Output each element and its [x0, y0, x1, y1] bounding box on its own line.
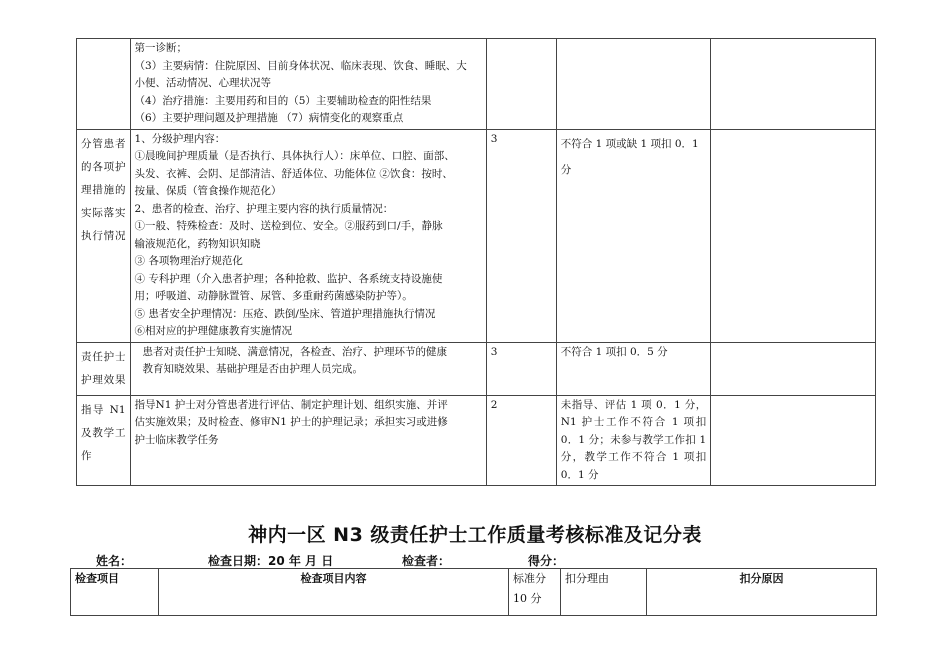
category-cell: 责任护士护理效果 [77, 342, 131, 395]
content-line: ④ 专科护理（介入患者护理；各种抢救、监护、各系统支持设施使 [134, 272, 443, 285]
reason-cell [711, 395, 876, 486]
assessment-table-continued [76, 38, 876, 486]
content-line: 估实施效果；及时检查、修审N1 护士的护理记录；承担实习或进修 [134, 416, 448, 428]
content-line: ③ 各项物理治疗规范化 [134, 255, 243, 267]
content-line: 输液规范化，药物知识知晓 [134, 237, 261, 250]
content-cell [130, 39, 486, 130]
score-cell: 2 [486, 395, 556, 486]
content-line: 1、分级护理内容： [134, 132, 226, 145]
page-title: 神内一区 N3 级责任护士工作质量考核标准及记分表 [248, 524, 702, 546]
date-label: 检查日期：20 年 月 日 [208, 554, 334, 568]
deduction-cell: 未指导、评估 1 项 0．1 分，N1 护士工作不符合 1 项扣 0．1 分；未参与教学工作扣 1 分，教学工作不符合 1 项扣 0．1 分 [556, 395, 710, 486]
table-row [77, 342, 876, 395]
deduction-cell: 不符合 1 项或缺 1 项扣 0．1 分 [556, 129, 710, 342]
content-line: （6）主要护理问题及护理措施 （7）病情变化的观察重点 [134, 112, 404, 124]
content-line: 指导N1 护士对分管患者进行评估、制定护理计划、组织实施、并评 [134, 398, 448, 411]
content-line: 小便、活动情况、心理状况等 [134, 77, 272, 89]
table-row [77, 395, 876, 486]
category-cell [77, 39, 131, 130]
table-row [77, 129, 876, 342]
content-line: 头发、衣裤、会阴、足部清洁、舒适体位、功能体位 ②饮食：按时、 [134, 167, 453, 180]
header-deduction-reason: 扣分理由 [561, 569, 647, 616]
category-cell: 分管患者的各项护理措施的实际落实执行情况 [77, 129, 131, 342]
table-header-row [71, 569, 877, 616]
reason-cell [711, 342, 876, 395]
content-line: 2、患者的检查、治疗、护理主要内容的执行质量情况： [134, 202, 394, 215]
content-cell [130, 129, 486, 342]
table-row [77, 39, 876, 130]
assessment-table-header [70, 568, 877, 616]
deduction-cell: 不符合 1 项扣 0．5 分 [556, 342, 710, 395]
inspector-label: 检查者： [402, 554, 451, 568]
score-cell [486, 39, 556, 130]
content-line: 第一诊断； [134, 42, 188, 54]
name-label: 姓名： [96, 554, 133, 568]
content-cell [130, 395, 486, 486]
content-line: 按量、保质（管食操作规范化） [134, 185, 282, 197]
header-standard-score: 标准分 10 分 [509, 569, 561, 616]
content-line: ①晨晚间护理质量（是否执行、具体执行人）：床单位、口腔、面部、 [134, 150, 455, 162]
content-line: 用；呼吸道、动静脉置管、尿管、多重耐药菌感染防护等）。 [134, 290, 413, 302]
deduction-cell [556, 39, 710, 130]
reason-cell [711, 129, 876, 342]
category-cell: 指导 N1 及教学工作 [77, 395, 131, 486]
score-label: 得分： [528, 554, 565, 568]
content-line: ①一般、特殊检查：及时、送检到位、安全。②服药到口/手，静脉 [134, 220, 443, 232]
content-line: 教育知晓效果、基础护理是否由护理人员完成。 [142, 363, 364, 375]
content-line: （3）主要病情：住院原因、目前身体状况、临床表现、饮食、睡眠、大 [134, 59, 467, 72]
content-line: 护士临床教学任务 [134, 433, 219, 446]
score-cell: 3 [486, 342, 556, 395]
content-line: ⑤ 患者安全护理情况：压疮、跌倒/坠床、管道护理措施执行情况 [134, 307, 436, 320]
header-deduction-cause: 扣分原因 [647, 569, 877, 616]
reason-cell [711, 39, 876, 130]
content-line: （4）治疗措施：主要用药和目的（5）主要辅助检查的阳性结果 [134, 94, 432, 107]
content-line: ⑥相对应的护理健康教育实施情况 [134, 325, 293, 337]
header-check-content: 检查项目内容 [159, 569, 509, 616]
content-line: 患者对责任护士知晓、满意情况，各检查、治疗、护理环节的健康 [142, 345, 448, 358]
header-check-item: 检查项目 [71, 569, 159, 616]
content-cell [130, 342, 486, 395]
score-cell: 3 [486, 129, 556, 342]
